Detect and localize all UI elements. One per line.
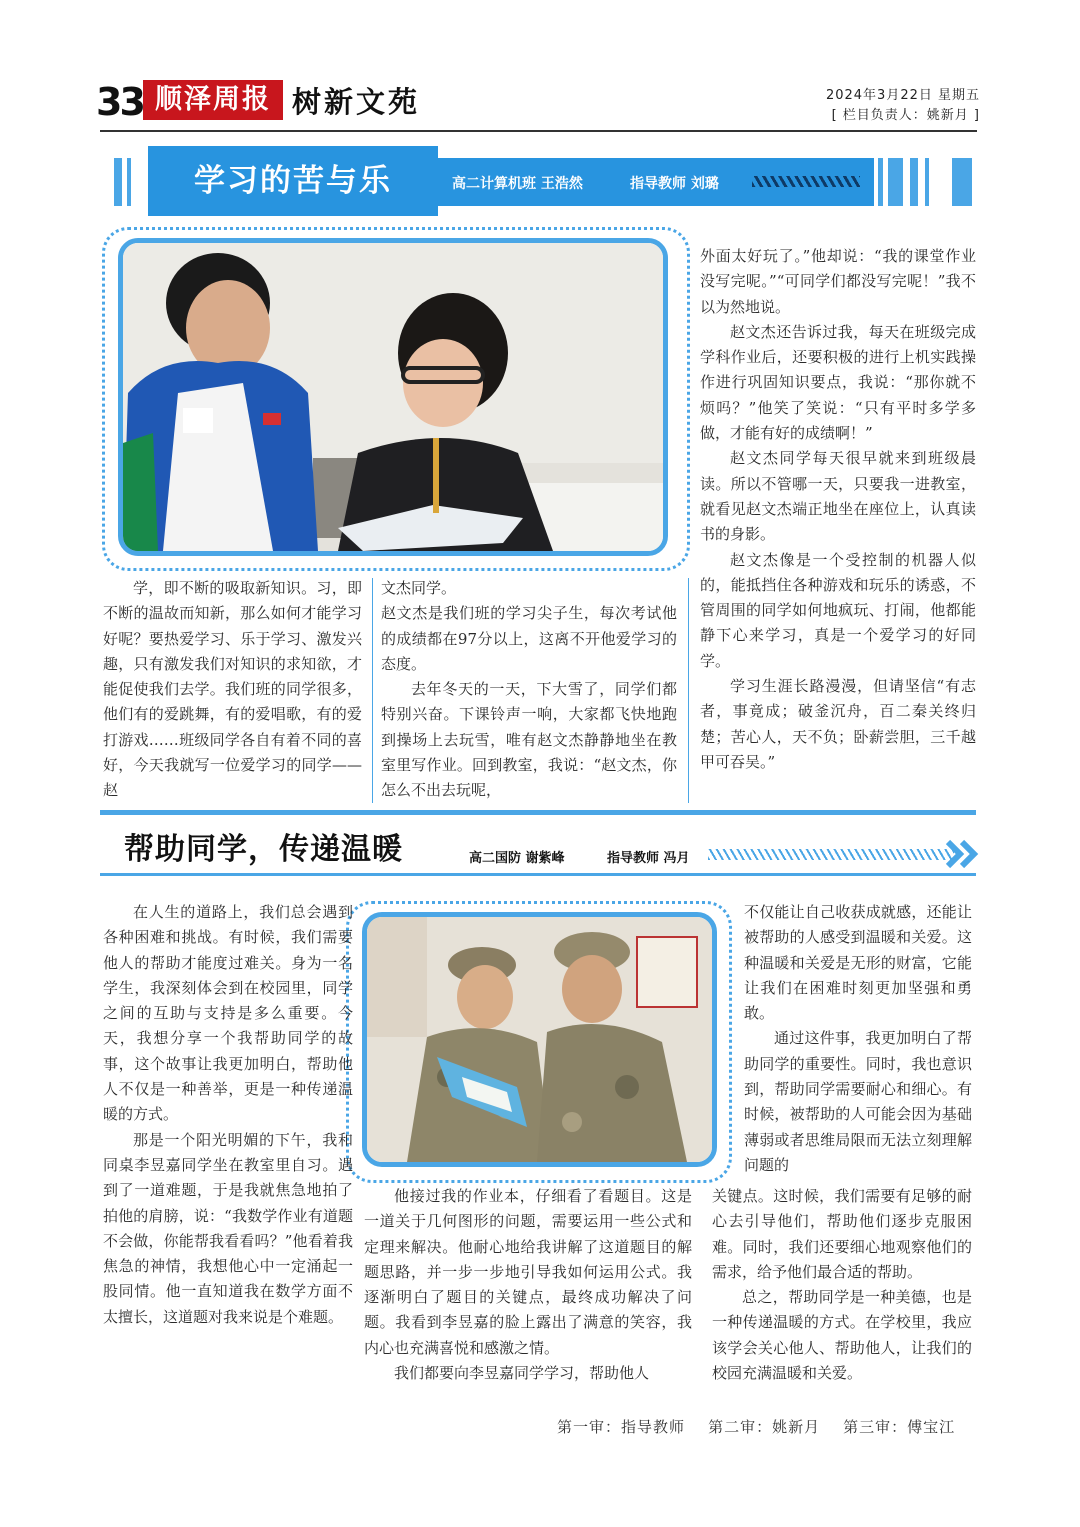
two-soldiers-reading-icon xyxy=(367,917,712,1162)
paragraph: 去年冬天的一天，下大雪了，同学们都特别兴奋。下课铃声一响，大家都飞快地跑到操场上去玩雪，唯有赵文杰静静地坐在教室里写作业。回到教室，我说：“赵文杰，你怎么不出去玩呢， xyxy=(381,680,677,800)
article2-top-rule xyxy=(100,810,976,815)
article2-column-3-top xyxy=(744,900,972,1178)
article2-bottom-rule xyxy=(100,873,976,876)
paragraph: 那是一个阳光明媚的下午，我和同桌李昱嘉同学坐在教室里自习。遇到了一道难题，于是我就焦急地拍了拍他的肩膀，说：“我数学作业有道题不会做，你能帮我看看吗？”他看着我焦急的神情，我想他心中一定涌起一股同情。他一直知道我在数学方面不太擅长，这道题对我来说是个难题。 xyxy=(103,1130,353,1326)
banner-stripe xyxy=(952,158,972,206)
paragraph: 我们都要向李昱嘉同学学习，帮助他人 xyxy=(394,1364,650,1383)
newspaper-logo: 顺泽周报 xyxy=(143,80,283,120)
article1-author: 高二计算机班 王浩然 xyxy=(452,176,583,192)
paragraph: 学习生涯长路漫漫，但请坚信“有志者，事竟成；破釜沉舟，百二秦关终归楚；苦心人，天不负；卧薪尝胆，三千越甲可吞吴。” xyxy=(700,677,976,771)
paragraph: 外面太好玩了。”他却说：“我的课堂作业没写完呢。”“可同学们都没写完呢！”我不以为然地说。 xyxy=(700,247,976,316)
section-title: 树新文苑 xyxy=(292,85,421,119)
column-divider xyxy=(688,578,689,803)
paragraph: 赵文杰像是一个受控制的机器人似的，能抵挡住各种游戏和玩乐的诱惑，不管周围的同学如何地疯玩、打闹，他都能静下心来学习，真是一个爱学习的好同学。 xyxy=(700,550,976,670)
banner-stripe xyxy=(910,158,918,206)
article1-teacher: 指导教师 刘璐 xyxy=(630,176,719,192)
article2-column-2 xyxy=(364,1184,692,1386)
page-number: 33 xyxy=(96,80,143,124)
paragraph: 在人生的道路上，我们总会遇到各种困难和挑战。有时候，我们需要他人的帮助才能度过难关。身为一名学生，我深刻体会到在校园里，同学之间的互助与支持是多么重要。今天，我想分享一个我帮助同学的故事，这个故事让我更加明白，帮助他人不仅是一种善举，更是一种传递温暖的方式。 xyxy=(103,903,353,1124)
paragraph: 赵文杰还告诉过我，每天在班级完成学科作业后，还要积极的进行上机实践操作进行巩固知识要点，我说：“那你就不烦吗？”他笑了笑说：“只有平时多学多做，才能有好的成绩啊！” xyxy=(700,322,976,443)
paragraph: 关键点。这时候，我们需要有足够的耐心去引导他们，帮助他们逐步克服困难。同时，我们还要细心地观察他们的需求，给予他们最合适的帮助。 xyxy=(712,1187,972,1281)
article2-author: 高二国防 谢紫峰 xyxy=(469,851,565,866)
banner-stripe xyxy=(925,158,929,206)
article2-teacher: 指导教师 冯月 xyxy=(607,851,690,866)
review-credits: 第一审：指导教师 第二审：姚新月 第三审：傅宝江 xyxy=(557,1418,956,1436)
column-editor: [ 栏目负责人：姚新月 ] xyxy=(831,108,980,123)
paragraph: 赵文杰是我们班的学习尖子生，每次考试他的成绩都在97分以上，这离不开他爱学习的态度。 xyxy=(381,604,677,673)
paragraph: 他接过我的作业本，仔细看了看题目。这是一道关于几何图形的问题，需要运用一些公式和定理来解决。他耐心地给我讲解了这道题目的解题思路，并一步一步地引导我如何运用公式。我逐渐明白了题目的关键点，最终成功解决了问题。我看到李昱嘉的脸上露出了满意的笑容，我内心也充满喜悦和感激之情。 xyxy=(364,1187,692,1357)
paragraph: 文杰同学。 xyxy=(381,579,457,597)
article1-title: 学习的苦与乐 xyxy=(194,163,392,199)
hatch-decoration xyxy=(708,849,954,860)
paragraph: 学，即不断的吸取新知识。习，即不断的温故而知新，那么如何才能学习好呢？要热爱学习、乐于学习、激发兴趣，只有激发我们对知识的求知欲，才能促使我们去学。我们班的同学很多，他们有的爱跳舞，有的爱唱歌，有的爱打游戏……班级同学各自有着不同的喜好，今天我就写一位爱学习的同学——赵 xyxy=(103,579,362,800)
double-chevron-right-icon xyxy=(946,838,984,870)
article2-column-3-bottom xyxy=(712,1184,972,1386)
paragraph: 通过这件事，我更加明白了帮助同学的重要性。同时，我也意识到，帮助同学需要耐心和细心。有时候，被帮助的人可能会因为基础薄弱或者思维局限而无法立刻理解问题的 xyxy=(744,1029,972,1174)
article2-column-1 xyxy=(103,900,353,1330)
banner-stripe xyxy=(888,158,903,206)
hatch-decoration xyxy=(752,176,860,187)
paragraph: 赵文杰同学每天很早就来到班级晨读。所以不管哪一天，只要我一进教室，就看见赵文杰端正地坐在座位上，认真读书的身影。 xyxy=(700,449,976,544)
banner-stripe xyxy=(878,158,883,206)
header-divider xyxy=(100,130,977,132)
paragraph: 不仅能让自己收获成就感，还能让被帮助的人感受到温暖和关爱。这种温暖和关爱是无形的财富，它能让我们在困难时刻更加坚强和勇敢。 xyxy=(744,903,972,1023)
article2-photo xyxy=(362,912,717,1167)
issue-date: 2024年3月22日 星期五 xyxy=(825,88,980,103)
article2-title: 帮助同学，传递温暖 xyxy=(124,832,403,867)
banner-stripe xyxy=(114,158,122,206)
student-and-teacher-reading-icon xyxy=(123,243,663,551)
banner-stripe xyxy=(127,158,131,206)
column-divider xyxy=(372,578,373,803)
article1-column-1 xyxy=(103,576,362,804)
article1-column-3 xyxy=(700,244,976,775)
paragraph: 总之，帮助同学是一种美德，也是一种传递温暖的方式。在学校里，我应该学会关心他人、帮助他人，让我们的校园充满温暖和关爱。 xyxy=(712,1288,972,1383)
article1-column-2 xyxy=(381,576,677,804)
article1-photo xyxy=(118,238,668,556)
